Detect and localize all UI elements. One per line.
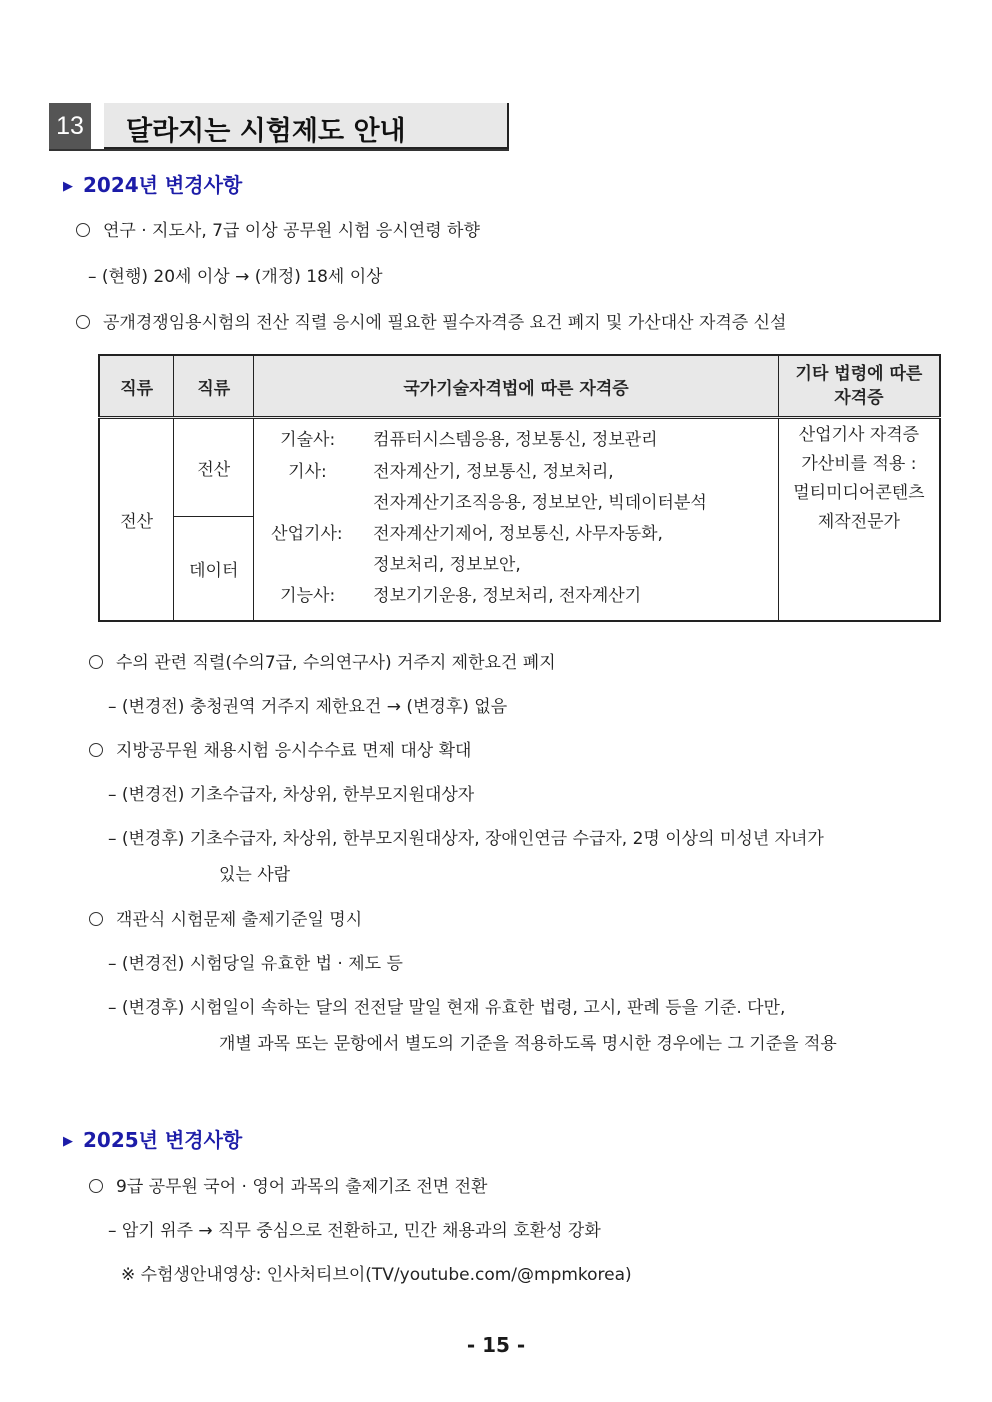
subgroup-cell: 데이터 [174,517,254,622]
section-number-badge: 13 [49,103,91,150]
qual-value: 전자계산기제어, 정보통신, 사무자동화, [373,524,663,544]
quals-cell [254,418,779,622]
qual-value: 전자계산기, 정보통신, 정보처리, [373,462,614,482]
circle-bullet-icon [89,743,103,757]
circle-bullet-icon [76,223,90,237]
qual-value: 정보처리, 정보보안, [373,555,521,575]
sub-item-continued: 있는 사람 [219,865,291,885]
qual-label: 기사: [288,462,327,482]
qual-label: 기능사: [280,586,336,606]
triangle-bullet-icon: ▶ [63,179,73,194]
sub-item: – (변경후) 시험일이 속하는 달의 전전달 말일 현재 유효한 법령, 고시, 판례 등을 기준. 다만, [108,998,786,1018]
list-item: 연구 · 지도사, 7급 이상 공무원 시험 응시연령 하향 [76,216,480,241]
list-item: 공개경쟁임용시험의 전산 직렬 응시에 필요한 필수자격증 요건 폐지 및 가산대산 자격증 신설 [76,308,786,333]
qual-value: 전자계산기조직응용, 정보보안, 빅데이터분석 [373,493,707,513]
header-cell: 기타 법령에 따른 자격증 [778,355,940,418]
list-item: 객관식 시험문제 출제기준일 명시 [89,905,362,930]
sub-item: – (변경전) 기초수급자, 차상위, 한부모지원대상자 [108,785,475,805]
sub-item-continued: 개별 과목 또는 문항에서 별도의 기준을 적용하도록 명시한 경우에는 그 기준을 적용 [219,1034,837,1054]
other-law-cell: 산업기사 자격증 가산비를 적용 : 멀티미디어콘텐츠 제작전문가 [778,418,940,622]
header-cell: 국가기술자격법에 따른 자격증 [254,355,779,418]
header-cell: 직류 [174,355,254,418]
triangle-bullet-icon: ▶ [63,1134,73,1149]
list-item: 지방공무원 채용시험 응시수수료 면제 대상 확대 [89,736,471,761]
sub-item: – (변경후) 기초수급자, 차상위, 한부모지원대상자, 장애인연금 수급자, 2명 이상의 미성년 자녀가 [108,829,824,849]
sub-item: – (변경전) 충청권역 거주지 제한요건 → (변경후) 없음 [108,697,508,717]
qualification-table [98,354,941,622]
circle-bullet-icon [89,1179,103,1193]
table-row [99,418,940,517]
circle-bullet-icon [89,912,103,926]
list-item: 수의 관련 직렬(수의7급, 수의연구사) 거주지 제한요건 폐지 [89,648,556,673]
group-cell: 전산 [99,418,174,622]
subgroup-cell: 전산 [174,418,254,517]
circle-bullet-icon [76,315,90,329]
sub-item: – 암기 위주 → 직무 중심으로 전환하고, 민간 채용과의 호환성 강화 [108,1221,601,1241]
table-header-row [99,355,940,418]
section-2024-heading: ▶ 2024년 변경사항 [63,173,243,197]
section-2025-heading: ▶ 2025년 변경사항 [63,1128,243,1152]
sub-item: – (현행) 20세 이상 → (개정) 18세 이상 [88,267,383,287]
list-item: 9급 공무원 국어 · 영어 과목의 출제기조 전면 전환 [89,1172,487,1197]
title-box [104,103,509,149]
header-cell: 직류 [99,355,174,418]
qual-value: 컴퓨터시스템응용, 정보통신, 정보관리 [373,430,658,450]
page-title: 달라지는 시험제도 안내 [126,116,406,147]
sub-item: – (변경전) 시험당일 유효한 법 · 제도 등 [108,954,403,974]
page-number: - 15 - [466,1333,526,1357]
circle-bullet-icon [89,655,103,669]
note-line: ※ 수험생안내영상: 인사처티브이(TV/youtube.com/@mpmkorea) [121,1265,632,1285]
qual-value: 정보기기운용, 정보처리, 전자계산기 [373,586,642,606]
qual-label: 산업기사: [271,524,343,544]
title-underline [49,149,509,151]
qual-label: 기술사: [280,430,336,450]
